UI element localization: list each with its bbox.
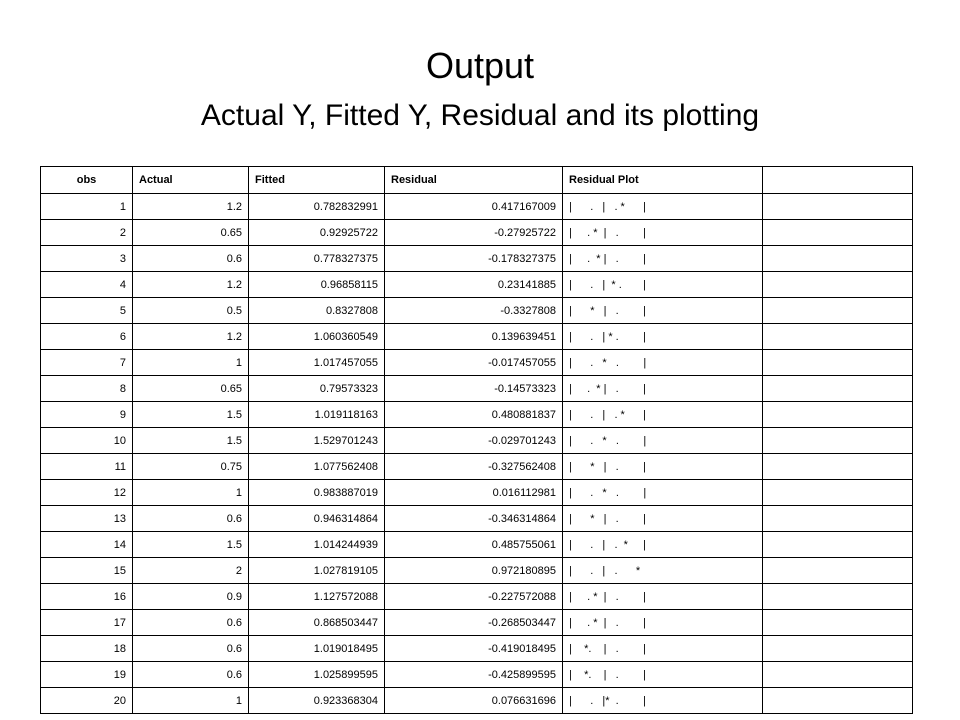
- cell-actual: 1.5: [133, 402, 249, 428]
- table-row: [41, 558, 913, 584]
- table-row: [41, 688, 913, 714]
- cell-residual: -0.017457055: [385, 350, 563, 376]
- cell-empty: [763, 636, 913, 662]
- cell-residual-plot: | . * | . |: [563, 610, 763, 636]
- cell-actual: 0.75: [133, 454, 249, 480]
- cell-fitted: 0.868503447: [249, 610, 385, 636]
- cell-actual: 1: [133, 688, 249, 714]
- cell-residual: -0.27925722: [385, 220, 563, 246]
- cell-empty: [763, 194, 913, 220]
- cell-empty: [763, 532, 913, 558]
- cell-obs: 18: [41, 636, 133, 662]
- cell-actual: 1.2: [133, 194, 249, 220]
- table-row: [41, 324, 913, 350]
- cell-obs: 2: [41, 220, 133, 246]
- cell-fitted: 1.025899595: [249, 662, 385, 688]
- cell-residual: 0.23141885: [385, 272, 563, 298]
- cell-fitted: 1.027819105: [249, 558, 385, 584]
- table-row: [41, 298, 913, 324]
- cell-obs: 4: [41, 272, 133, 298]
- cell-actual: 0.65: [133, 220, 249, 246]
- table-row: [41, 376, 913, 402]
- table-row: [41, 402, 913, 428]
- cell-residual: 0.016112981: [385, 480, 563, 506]
- cell-empty: [763, 558, 913, 584]
- cell-fitted: 0.782832991: [249, 194, 385, 220]
- cell-fitted: 0.79573323: [249, 376, 385, 402]
- cell-empty: [763, 428, 913, 454]
- table-row: [41, 350, 913, 376]
- cell-residual: -0.178327375: [385, 246, 563, 272]
- cell-obs: 11: [41, 454, 133, 480]
- cell-fitted: 1.014244939: [249, 532, 385, 558]
- table-row: [41, 506, 913, 532]
- header-actual: Actual: [133, 167, 249, 194]
- cell-residual: 0.076631696: [385, 688, 563, 714]
- cell-fitted: 1.077562408: [249, 454, 385, 480]
- cell-residual-plot: | . | * . |: [563, 272, 763, 298]
- cell-residual: -0.3327808: [385, 298, 563, 324]
- cell-obs: 7: [41, 350, 133, 376]
- table-row: [41, 584, 913, 610]
- cell-fitted: 0.946314864: [249, 506, 385, 532]
- cell-obs: 13: [41, 506, 133, 532]
- cell-obs: 3: [41, 246, 133, 272]
- cell-obs: 19: [41, 662, 133, 688]
- cell-actual: 1.2: [133, 324, 249, 350]
- cell-fitted: 1.017457055: [249, 350, 385, 376]
- table-header-row: [41, 167, 913, 194]
- table-row: [41, 480, 913, 506]
- cell-empty: [763, 324, 913, 350]
- cell-residual: 0.480881837: [385, 402, 563, 428]
- cell-fitted: 0.983887019: [249, 480, 385, 506]
- cell-residual-plot: | . * . |: [563, 428, 763, 454]
- cell-actual: 1: [133, 350, 249, 376]
- cell-empty: [763, 272, 913, 298]
- cell-obs: 8: [41, 376, 133, 402]
- table-row: [41, 428, 913, 454]
- cell-empty: [763, 610, 913, 636]
- cell-actual: 1.5: [133, 532, 249, 558]
- cell-residual-plot: | * | . |: [563, 454, 763, 480]
- cell-actual: 2: [133, 558, 249, 584]
- table-row: [41, 454, 913, 480]
- cell-residual-plot: | . * . |: [563, 350, 763, 376]
- cell-residual-plot: | . | . *: [563, 558, 763, 584]
- cell-residual-plot: | . * | . |: [563, 220, 763, 246]
- cell-fitted: 1.019118163: [249, 402, 385, 428]
- cell-residual-plot: | . | . * |: [563, 402, 763, 428]
- table-body: [41, 194, 913, 714]
- cell-actual: 0.6: [133, 610, 249, 636]
- cell-obs: 15: [41, 558, 133, 584]
- cell-residual: 0.972180895: [385, 558, 563, 584]
- cell-obs: 6: [41, 324, 133, 350]
- cell-residual: -0.425899595: [385, 662, 563, 688]
- table-row: [41, 610, 913, 636]
- cell-actual: 0.6: [133, 636, 249, 662]
- cell-empty: [763, 454, 913, 480]
- cell-residual-plot: | . * . |: [563, 480, 763, 506]
- cell-empty: [763, 480, 913, 506]
- table-row: [41, 662, 913, 688]
- cell-actual: 0.65: [133, 376, 249, 402]
- cell-actual: 0.6: [133, 662, 249, 688]
- residual-table: [40, 166, 913, 714]
- cell-fitted: 1.529701243: [249, 428, 385, 454]
- table-row: [41, 272, 913, 298]
- cell-empty: [763, 506, 913, 532]
- cell-residual-plot: | . | . * |: [563, 532, 763, 558]
- cell-actual: 1.2: [133, 272, 249, 298]
- cell-empty: [763, 688, 913, 714]
- cell-residual: -0.227572088: [385, 584, 563, 610]
- cell-empty: [763, 246, 913, 272]
- cell-residual: 0.485755061: [385, 532, 563, 558]
- cell-residual-plot: | *. | . |: [563, 636, 763, 662]
- cell-obs: 9: [41, 402, 133, 428]
- cell-residual-plot: | *. | . |: [563, 662, 763, 688]
- table-row: [41, 636, 913, 662]
- cell-residual: 0.417167009: [385, 194, 563, 220]
- cell-actual: 0.6: [133, 246, 249, 272]
- cell-actual: 0.6: [133, 506, 249, 532]
- table-row: [41, 532, 913, 558]
- cell-residual-plot: | * | . |: [563, 298, 763, 324]
- slide-title: Output: [425, 45, 535, 86]
- cell-residual-plot: | . | * . |: [563, 324, 763, 350]
- cell-empty: [763, 402, 913, 428]
- table-row: [41, 194, 913, 220]
- header-obs: obs: [41, 167, 133, 194]
- cell-obs: 5: [41, 298, 133, 324]
- cell-fitted: 0.8327808: [249, 298, 385, 324]
- cell-obs: 1: [41, 194, 133, 220]
- cell-residual-plot: | . * | . |: [563, 584, 763, 610]
- cell-actual: 0.5: [133, 298, 249, 324]
- slide-subtitle: Actual Y, Fitted Y, Residual and its plotting: [200, 99, 760, 132]
- cell-fitted: 1.019018495: [249, 636, 385, 662]
- cell-residual: -0.268503447: [385, 610, 563, 636]
- cell-residual: -0.346314864: [385, 506, 563, 532]
- cell-fitted: 0.778327375: [249, 246, 385, 272]
- cell-empty: [763, 220, 913, 246]
- cell-fitted: 1.127572088: [249, 584, 385, 610]
- cell-residual: -0.14573323: [385, 376, 563, 402]
- cell-fitted: 0.96858115: [249, 272, 385, 298]
- cell-actual: 1: [133, 480, 249, 506]
- cell-obs: 10: [41, 428, 133, 454]
- header-fitted: Fitted: [249, 167, 385, 194]
- cell-residual: -0.029701243: [385, 428, 563, 454]
- table-row: [41, 220, 913, 246]
- cell-obs: 17: [41, 610, 133, 636]
- cell-obs: 14: [41, 532, 133, 558]
- cell-fitted: 1.060360549: [249, 324, 385, 350]
- cell-obs: 20: [41, 688, 133, 714]
- cell-empty: [763, 662, 913, 688]
- cell-fitted: 0.923368304: [249, 688, 385, 714]
- header-residual: Residual: [385, 167, 563, 194]
- cell-obs: 12: [41, 480, 133, 506]
- cell-residual-plot: | . |* . |: [563, 688, 763, 714]
- cell-residual-plot: | * | . |: [563, 506, 763, 532]
- cell-actual: 1.5: [133, 428, 249, 454]
- cell-actual: 0.9: [133, 584, 249, 610]
- header-residual-plot: Residual Plot: [563, 167, 763, 194]
- cell-residual: -0.419018495: [385, 636, 563, 662]
- cell-residual: -0.327562408: [385, 454, 563, 480]
- cell-residual-plot: | . | . * |: [563, 194, 763, 220]
- cell-empty: [763, 350, 913, 376]
- cell-residual-plot: | . * | . |: [563, 376, 763, 402]
- cell-empty: [763, 298, 913, 324]
- header-empty: [763, 167, 913, 194]
- cell-residual-plot: | . * | . |: [563, 246, 763, 272]
- table-row: [41, 246, 913, 272]
- cell-empty: [763, 584, 913, 610]
- cell-fitted: 0.92925722: [249, 220, 385, 246]
- cell-obs: 16: [41, 584, 133, 610]
- cell-residual: 0.139639451: [385, 324, 563, 350]
- cell-empty: [763, 376, 913, 402]
